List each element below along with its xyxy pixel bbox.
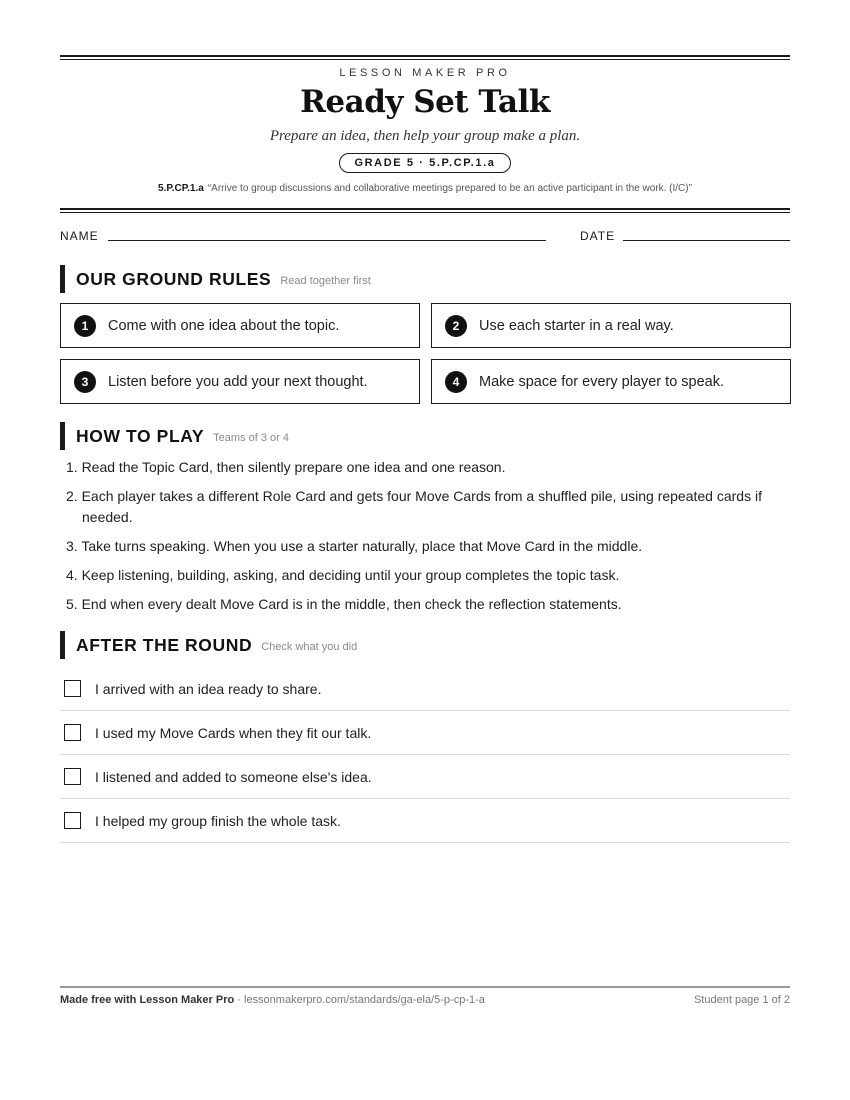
worksheet-page	[60, 0, 790, 1100]
standard-text: “Arrive to group discussions and collaborative meetings prepared to be an active participant in the work. (I/C)”	[207, 183, 692, 194]
how-to-play-steps	[66, 457, 786, 623]
name-label: NAME	[60, 229, 99, 243]
reflection-checkbox[interactable]	[64, 724, 81, 741]
rule-number-badge: 3	[74, 371, 96, 393]
step-item: 3. Take turns speaking. When you use a starter naturally, place that Move Card in the middle.	[66, 538, 643, 554]
how-to-play-title: HOW TO PLAY	[76, 425, 205, 446]
reflection-text: I arrived with an idea ready to share.	[95, 680, 322, 697]
reflection-checkbox[interactable]	[64, 768, 81, 785]
header-divider	[60, 208, 790, 213]
footer-url: · lessonmakerpro.com/standards/ga-ela/5-p-cp-1-a	[234, 994, 485, 1006]
rule-text: Come with one idea about the topic.	[108, 317, 340, 334]
ground-rules-title: OUR GROUND RULES	[76, 268, 272, 289]
after-round-title: AFTER THE ROUND	[76, 634, 253, 655]
page-subtitle: Prepare an idea, then help your group make a plan.	[269, 128, 581, 144]
reflection-text: I used my Move Cards when they fit our talk.	[95, 724, 372, 741]
page-title: Ready Set Talk	[300, 84, 550, 120]
rule-number-badge: 2	[445, 315, 467, 337]
reflection-item	[60, 711, 790, 755]
standard-code: 5.P.CP.1.a	[158, 183, 204, 194]
step-item: 4. Keep listening, building, asking, and deciding until your group completes the topic task.	[66, 567, 620, 583]
rule-number-badge: 4	[445, 371, 467, 393]
ground-rules-heading	[60, 265, 371, 293]
after-round-note: Check what you did	[261, 640, 358, 653]
date-field[interactable]	[623, 240, 790, 241]
reflection-item	[60, 799, 790, 843]
date-label: DATE	[580, 229, 616, 243]
reflection-text: I listened and added to someone else's idea.	[95, 768, 372, 785]
reflection-item	[60, 755, 790, 799]
how-to-play-heading	[60, 422, 289, 450]
reflection-item	[60, 667, 790, 711]
name-field[interactable]	[108, 240, 546, 241]
footer-made-with: Made free with Lesson Maker Pro	[60, 994, 235, 1006]
rule-number-badge: 1	[74, 315, 96, 337]
ground-rule-card	[60, 303, 420, 348]
ground-rules-note: Read together first	[280, 274, 371, 287]
grade-badge-wrap	[60, 153, 790, 173]
footer-divider	[60, 986, 790, 988]
brand-label: LESSON MAKER PRO	[339, 67, 511, 79]
step-item: 5. End when every dealt Move Card is in the middle, then check the reflection statements.	[66, 596, 622, 612]
footer-credit	[60, 994, 485, 1006]
ground-rule-card	[431, 303, 791, 348]
reflection-text: I helped my group finish the whole task.	[95, 812, 341, 829]
top-divider	[60, 55, 790, 60]
ground-rule-card	[431, 359, 791, 404]
rule-text: Make space for every player to speak.	[479, 373, 725, 390]
step-item: 2. Each player takes a different Role Card and gets four Move Cards from a shuffled pile, using repeated cards if needed.	[66, 488, 762, 525]
rule-text: Use each starter in a real way.	[479, 317, 674, 334]
ground-rule-card	[60, 359, 420, 404]
rule-text: Listen before you add your next thought.	[108, 373, 368, 390]
how-to-play-note: Teams of 3 or 4	[213, 431, 289, 444]
step-item: 1. Read the Topic Card, then silently prepare one idea and one reason.	[66, 459, 506, 475]
grade-badge: GRADE 5 · 5.P.CP.1.a	[339, 153, 510, 173]
reflection-checkbox[interactable]	[64, 680, 81, 697]
reflection-checkbox[interactable]	[64, 812, 81, 829]
footer-page-number: Student page 1 of 2	[693, 994, 790, 1006]
after-round-heading	[60, 631, 357, 659]
standard-line	[60, 183, 790, 194]
name-date-row	[60, 229, 790, 245]
